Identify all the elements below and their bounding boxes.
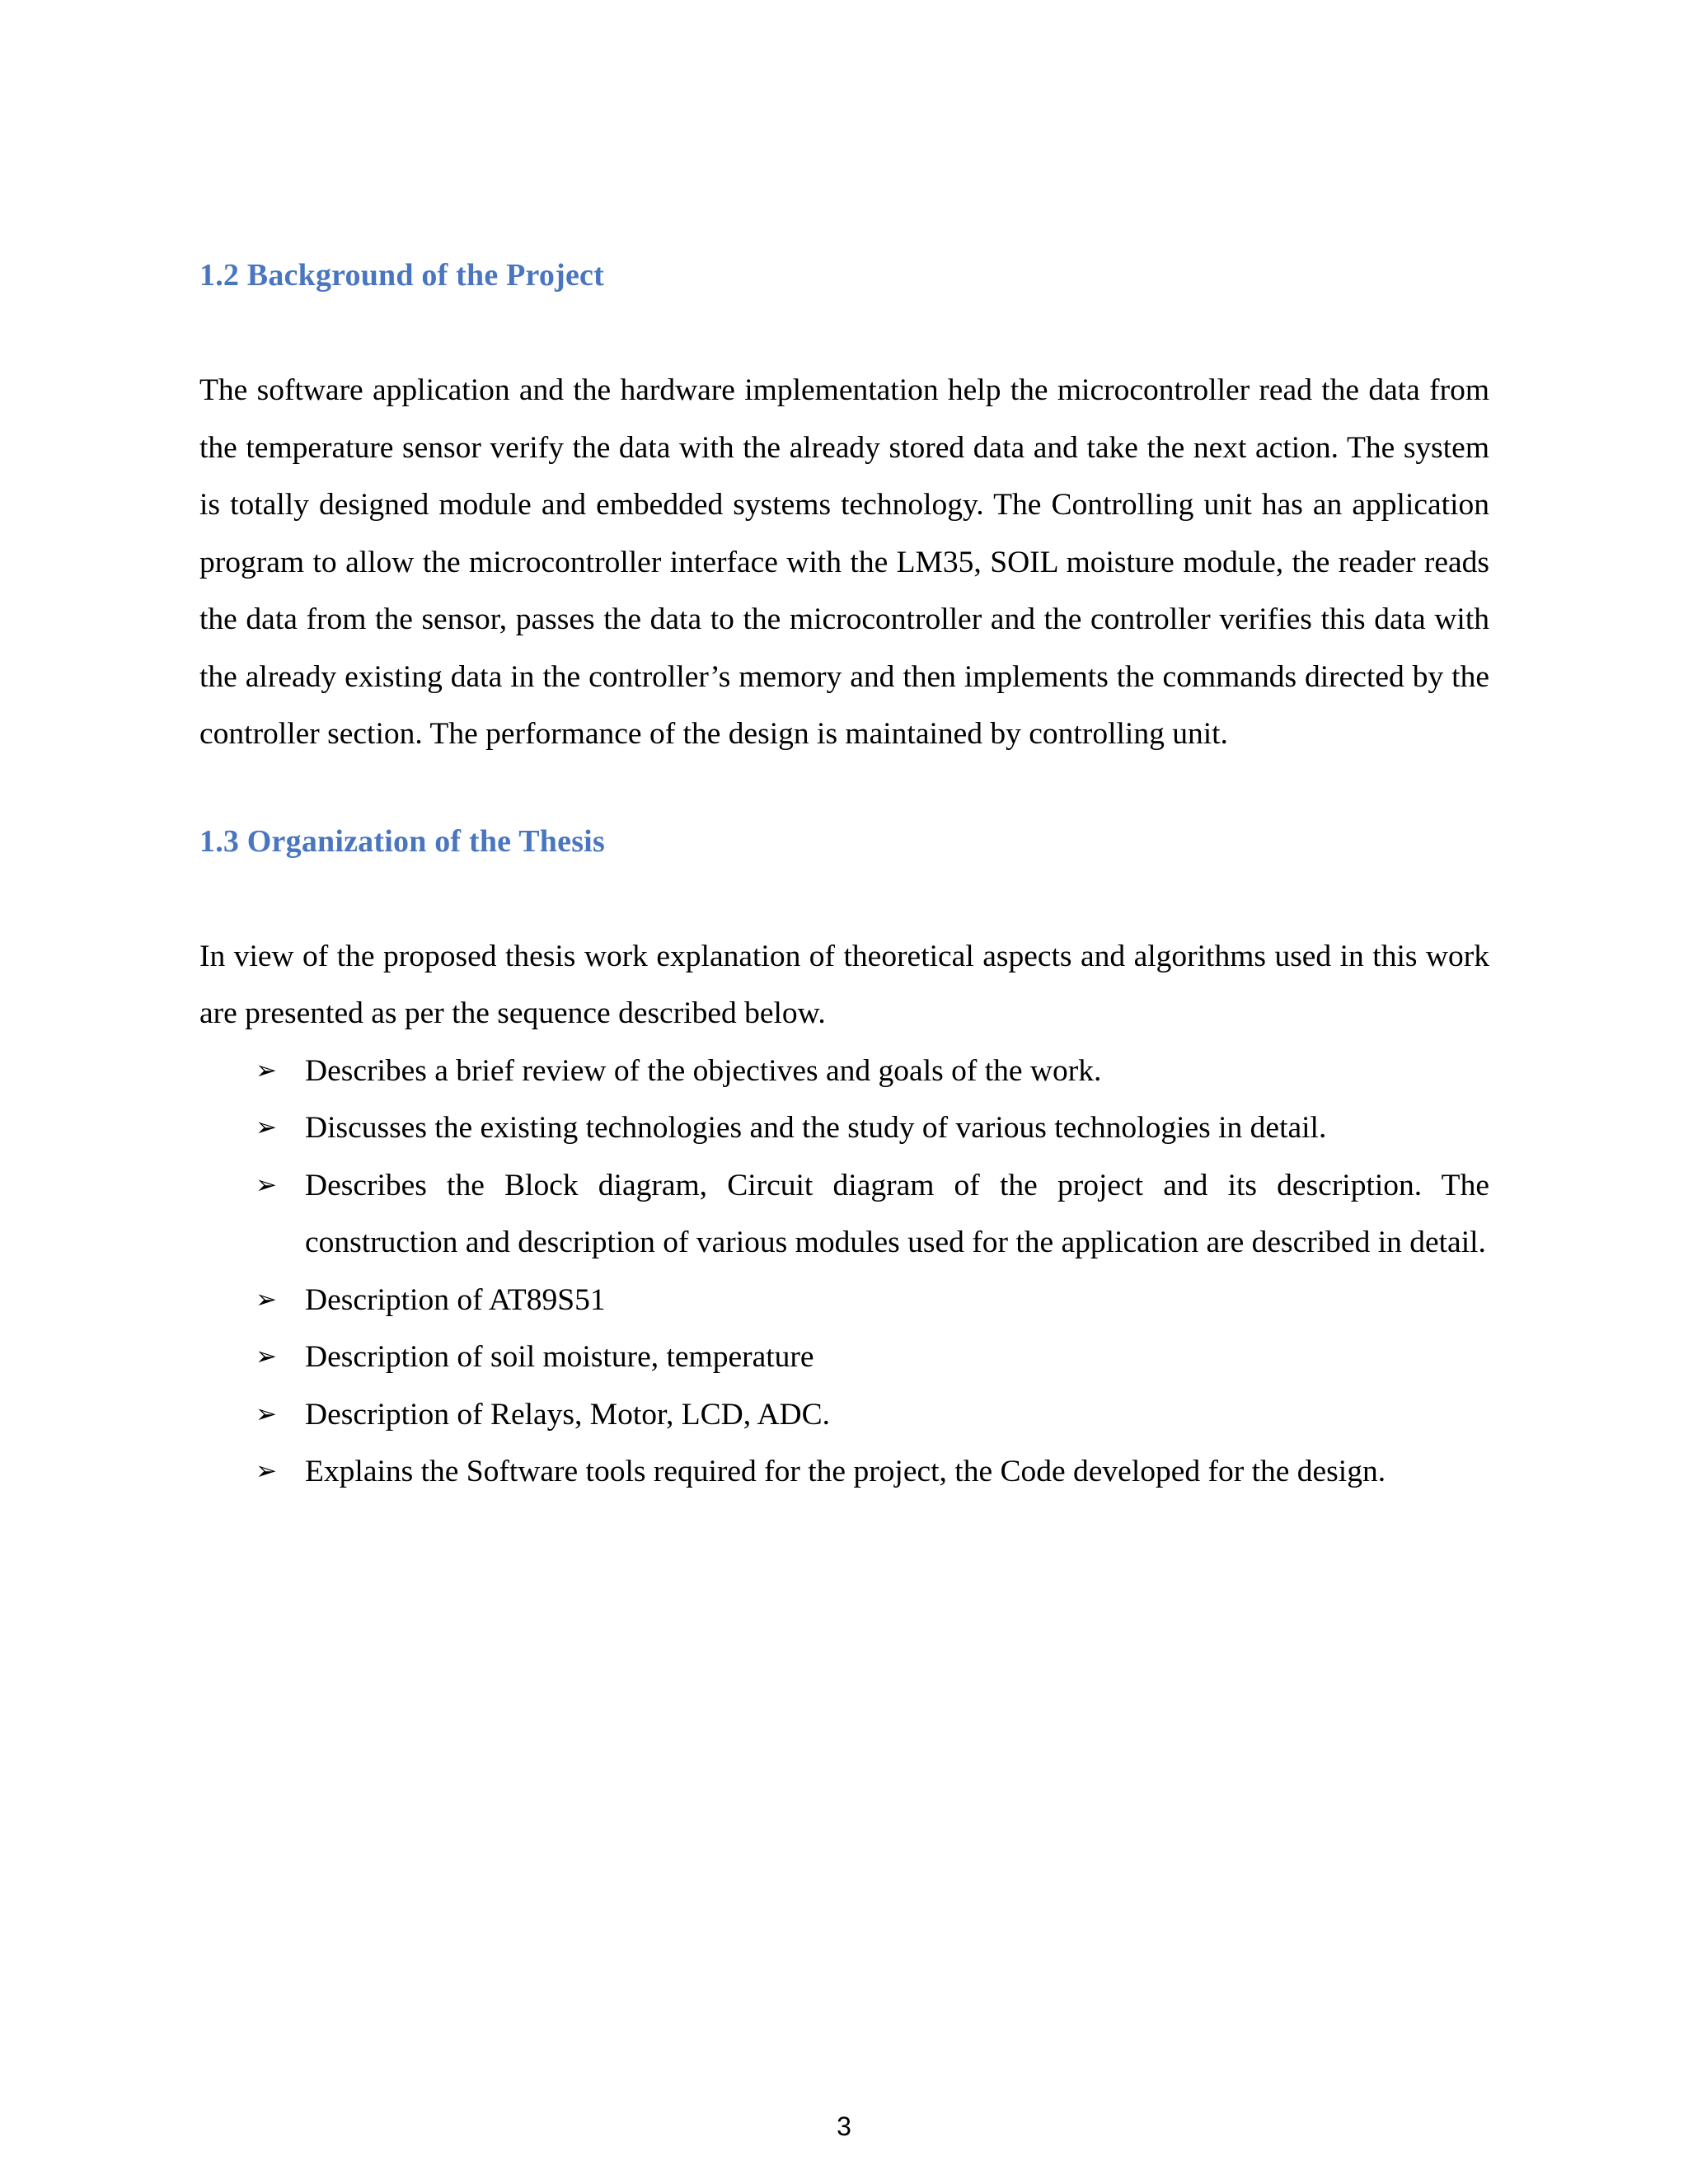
- arrow-bullet-icon: ➢: [256, 1055, 277, 1085]
- list-item: [256, 1272, 1489, 1329]
- page-number: 3: [837, 2111, 851, 2141]
- list-item-text: Explains the Software tools required for the project, the Code developed for the design.: [305, 1455, 1386, 1488]
- organization-intro-paragraph: In view of the proposed thesis work explanation of theoretical aspects and algorithms used in this work are presented as per the sequence described below.: [199, 939, 1489, 1030]
- list-item-text: Describes the Block diagram, Circuit diagram of the project and its description. The construction and description of various modules used for the application are described in detail.: [305, 1168, 1489, 1259]
- arrow-bullet-icon: ➢: [256, 1399, 277, 1429]
- section-heading-background: 1.2 Background of the Project: [199, 258, 604, 293]
- arrow-bullet-icon: ➢: [256, 1456, 277, 1486]
- page-content: [199, 251, 1489, 1501]
- background-paragraph: The software application and the hardware implementation help the microcontroller read the data from the temperature sensor verify the data with the already stored data and take the next action. The system is totally designed module and embedded systems technology. The Controlling unit has an application program to allow the microcontroller interface with the LM35, SOIL moisture module, the reader reads the data from the sensor, passes the data to the microcontroller and the controller verifies this data with the already existing data in the controller’s memory and then implements the commands directed by the controller section. The performance of the design is maintained by controlling unit.: [199, 373, 1489, 751]
- list-item-text: Description of AT89S51: [305, 1282, 606, 1317]
- chapter-outline-list: [199, 1043, 1489, 1501]
- list-item-text: Description of Relays, Motor, LCD, ADC.: [305, 1397, 830, 1432]
- arrow-bullet-icon: ➢: [256, 1169, 277, 1200]
- list-item: [256, 1157, 1489, 1272]
- list-item: [256, 1043, 1489, 1100]
- list-item-text: Description of soil moisture, temperature: [305, 1340, 814, 1374]
- list-item: [256, 1329, 1489, 1386]
- arrow-bullet-icon: ➢: [256, 1113, 277, 1142]
- list-item: [256, 1386, 1489, 1444]
- arrow-bullet-icon: ➢: [256, 1342, 277, 1371]
- section-heading-organization: 1.3 Organization of the Thesis: [199, 823, 605, 859]
- arrow-bullet-icon: ➢: [256, 1284, 277, 1315]
- list-item-text: Describes a brief review of the objectives and goals of the work.: [305, 1053, 1102, 1088]
- list-item: [256, 1443, 1489, 1501]
- list-item: [256, 1099, 1489, 1157]
- list-item-text: Discusses the existing technologies and the study of various technologies in detail.: [305, 1111, 1327, 1145]
